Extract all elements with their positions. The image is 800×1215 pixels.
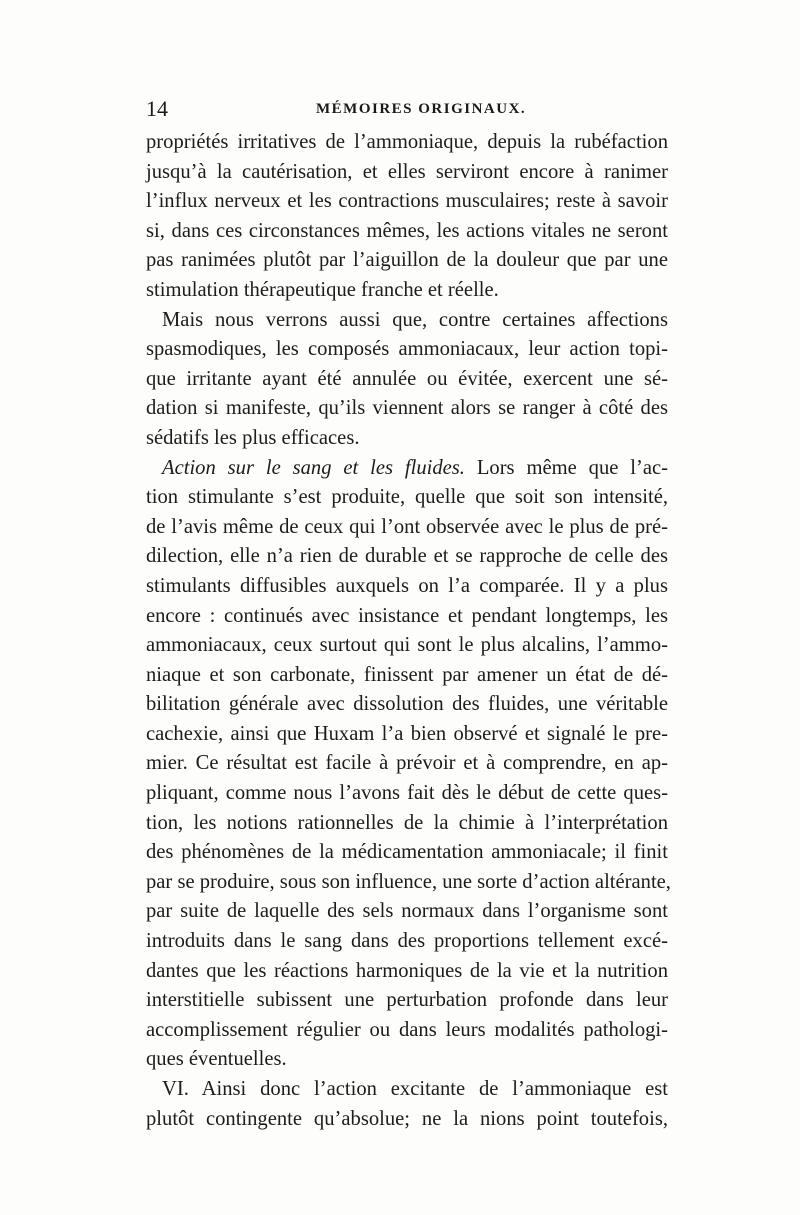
text-line: si, dans ces circonstances mêmes, les actions vitales ne seront: [146, 219, 668, 242]
text-line: VI. Ainsi donc l’action excitante de l’ammoniaque est: [162, 1078, 668, 1100]
text-line: tion, les notions rationnelles de la chimie à l’interprétation: [146, 811, 668, 834]
text-line: interstitielle subissent une perturbation profonde dans leur: [146, 989, 668, 1012]
text-line: introduits dans le sang dans des proportions tellement excé-: [146, 930, 668, 953]
text-line: tion stimulante s’est produite, quelle que soit son intensité,: [146, 486, 668, 509]
text-line: de l’avis même de ceux qui l’ont observée avec le plus de pré-: [146, 515, 668, 538]
text-line: que irritante ayant été annulée ou évitée, exercent une sé-: [146, 367, 668, 390]
page-number: 14: [146, 96, 168, 121]
text-line: sédatifs les plus efficaces.: [146, 426, 360, 449]
paragraph-2: [146, 306, 668, 454]
text-fragment: Lors même que l’ac-: [464, 456, 668, 479]
text-line: bilitation générale avec dissolution des fluides, une véritable: [146, 693, 668, 716]
text-line: l’influx nerveux et les contractions musculaires; reste à savoir: [146, 190, 668, 213]
text-line: stimulants diffusibles auxquels on l’a comparée. Il y a plus: [146, 574, 668, 597]
paragraph-1: [146, 128, 668, 306]
text-line: pas ranimées plutôt par l’aiguillon de la douleur que par une: [146, 249, 668, 272]
running-title: MÉMOIRES ORIGINAUX.: [316, 101, 527, 117]
text-line: plutôt contingente qu’absolue; ne la nions point toutefois,: [146, 1107, 668, 1130]
body-text: [146, 128, 671, 1134]
text-line: accomplissement régulier ou dans leurs modalités pathologi-: [146, 1018, 668, 1041]
text-line: [146, 454, 668, 484]
text-line: spasmodiques, les composés ammoniacaux, leur action topi-: [146, 338, 668, 361]
paragraph-4: [146, 1075, 668, 1134]
text-line: par suite de laquelle des sels normaux dans l’organisme sont: [146, 900, 668, 923]
text-line: jusqu’à la cautérisation, et elles serviront encore à ranimer: [146, 160, 668, 183]
text-line: mier. Ce résultat est facile à prévoir et à comprendre, en ap-: [146, 752, 668, 775]
text-line: dation si manifeste, qu’ils viennent alors se ranger à côté des: [146, 397, 668, 420]
text-line: cachexie, ainsi que Huxam l’a bien observé et signalé le pre-: [146, 722, 668, 745]
section-heading: Action sur le sang et les fluides.: [162, 456, 465, 479]
text-line: ques éventuelles.: [146, 1048, 287, 1071]
text-line: stimulation thérapeutique franche et réelle.: [146, 278, 499, 301]
text-line: ammoniacaux, ceux surtout qui sont le plus alcalins, l’ammo-: [146, 634, 668, 657]
text-line: dantes que les réactions harmoniques de la vie et la nutrition: [146, 959, 668, 982]
text-line: par se produire, sous son influence, une sorte d’action altérante,: [146, 870, 671, 893]
paragraph-3: [146, 454, 671, 1075]
page-header: [146, 96, 666, 124]
text-line: Mais nous verrons aussi que, contre certaines affections: [162, 308, 668, 331]
text-line: pliquant, comme nous l’avons fait dès le début de cette ques-: [146, 782, 668, 805]
text-line: dilection, elle n’a rien de durable et se rapproche de celle des: [146, 545, 668, 568]
text-line: encore : continués avec insistance et pendant longtemps, les: [146, 604, 668, 627]
text-line: propriétés irritatives de l’ammoniaque, depuis la rubéfaction: [146, 131, 668, 153]
text-line: niaque et son carbonate, finissent par amener un état de dé-: [146, 663, 668, 686]
text-line: des phénomènes de la médicamentation ammoniacale; il finit: [146, 841, 668, 864]
